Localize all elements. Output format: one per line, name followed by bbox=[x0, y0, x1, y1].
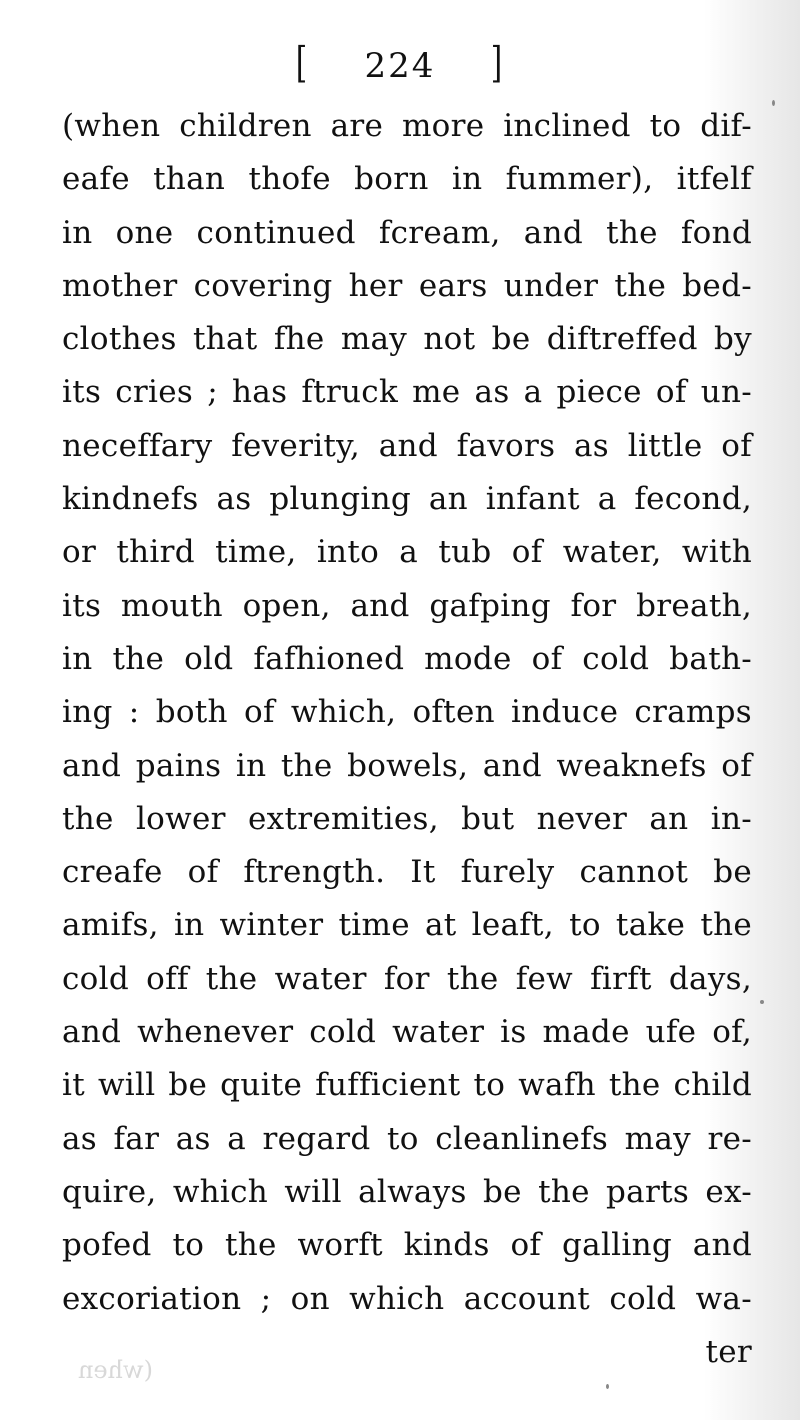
text-line: mother covering her ears under the bed- bbox=[62, 267, 752, 304]
paper-speck bbox=[606, 1384, 609, 1389]
paper-speck bbox=[760, 1000, 764, 1004]
text-line: in the old fafhioned mode of cold bath- bbox=[62, 640, 752, 677]
text-line: clothes that fhe may not be diftreffed by bbox=[62, 321, 752, 358]
text-line: eafe than thofe born in fummer), itfelf bbox=[62, 161, 752, 198]
text-line: (when children are more inclined to dif- bbox=[62, 108, 752, 144]
page-number: 224 bbox=[364, 46, 436, 86]
text-line: kindnefs as plunging an infant a fecond, bbox=[62, 481, 752, 518]
text-line: amifs, in winter time at leaft, to take the bbox=[62, 907, 752, 944]
text-line: or third time, into a tub of water, with bbox=[62, 534, 752, 571]
text-line: the lower extremities, but never an in- bbox=[62, 800, 752, 837]
text-line: ing : both of which, often induce cramps bbox=[62, 694, 752, 731]
paper-speck bbox=[772, 100, 775, 106]
text-line: excoriation ; on which account cold wa- bbox=[62, 1280, 752, 1317]
text-line: quire, which will always be the parts ex- bbox=[62, 1173, 752, 1210]
text-line: and whenever cold water is made ufe of, bbox=[62, 1014, 752, 1051]
text-line: in one continued fcream, and the fond bbox=[62, 214, 752, 251]
text-line: pofed to the worft kinds of galling and bbox=[62, 1227, 752, 1264]
text-line: it will be quite fufficient to wafh the child bbox=[62, 1067, 752, 1104]
body-text bbox=[62, 100, 752, 1379]
text-line: neceffary feverity, and favors as little of bbox=[62, 427, 752, 464]
bracket-close: ] bbox=[491, 38, 504, 87]
text-line: as far as a regard to cleanlinefs may re- bbox=[62, 1120, 752, 1157]
text-line: and pains in the bowels, and weaknefs of bbox=[62, 747, 752, 784]
text-line: its mouth open, and gafping for breath, bbox=[62, 587, 752, 624]
text-line: cold off the water for the few firft days, bbox=[62, 960, 752, 997]
catchword: ter bbox=[705, 1333, 752, 1370]
text-line: its cries ; has ftruck me as a piece of un- bbox=[62, 374, 752, 411]
text-line: creafe of ftrength. It furely cannot be bbox=[62, 854, 752, 891]
bleed-through-text: (when bbox=[78, 1356, 154, 1384]
page-header bbox=[0, 38, 800, 87]
bracket-open: [ bbox=[296, 38, 309, 87]
